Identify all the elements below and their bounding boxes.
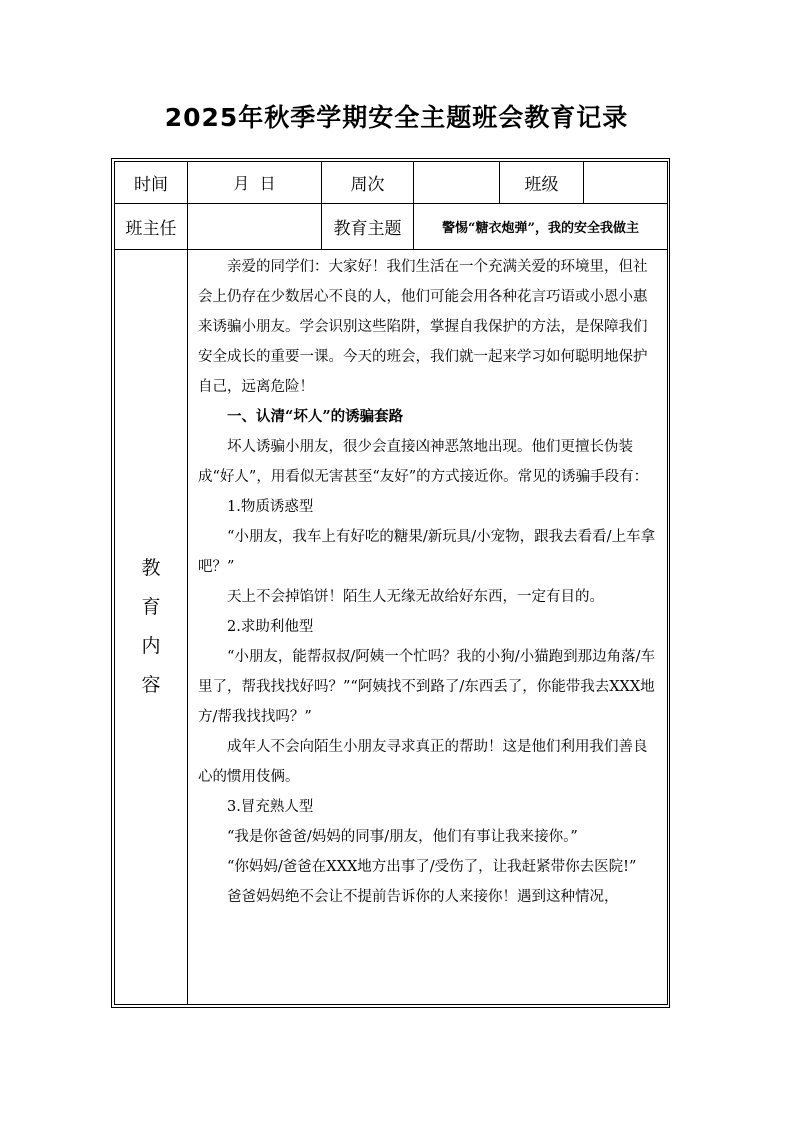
content-side-label <box>115 250 188 1005</box>
subheading: 2.求助利他型 <box>227 619 314 635</box>
side-char: 教 <box>141 557 161 579</box>
table-row <box>115 204 668 250</box>
teacher-value <box>188 204 322 250</box>
table-row <box>115 250 668 1005</box>
week-value <box>414 162 500 204</box>
subheading: 3.冒充熟人型 <box>227 799 314 815</box>
class-value <box>584 162 668 204</box>
quote: “你妈妈/爸爸在XXX地方出事了/受伤了，让我赶紧带你去医院!” <box>227 859 637 875</box>
time-label: 时间 <box>115 162 188 204</box>
week-label: 周次 <box>322 162 414 204</box>
class-label: 班级 <box>500 162 584 204</box>
intro-paragraph: 亲爱的同学们：大家好！我们生活在一个充满关爱的环境里，但社会上仍存在少数居心不良的人，他们可能会用各种花言巧语或小恩小惠来诱骗小朋友。学会识别这些陷阱，掌握自我保护的方法，是保障我们安全成长的重要一课。今天的班会，我们就一起来学习如何聪明地保护自己，远离危险！ <box>198 259 648 395</box>
note: 爸爸妈妈绝不会让不提前告诉你的人来接你！遇到这种情况， <box>227 889 619 905</box>
note: 天上不会掉馅饼！陌生人无缘无故给好东西，一定有目的。 <box>227 589 604 605</box>
side-char: 内 <box>141 635 161 657</box>
table-row <box>115 162 668 204</box>
side-char: 容 <box>141 674 161 696</box>
content-body <box>188 250 668 1005</box>
subheading: 1.物质诱惑型 <box>227 499 314 515</box>
section-heading: 一、认清“坏人”的诱骗套路 <box>227 408 404 425</box>
side-char: 育 <box>141 596 161 618</box>
paragraph: 坏人诱骗小朋友，很少会直接凶神恶煞地出现。他们更擅长伪装成“好人”，用看似无害甚至“友好”的方式接近你。常见的诱骗手段有： <box>198 439 649 485</box>
note: 成年人不会向陌生小朋友寻求真正的帮助！这是他们利用我们善良心的惯用伎俩。 <box>198 739 648 785</box>
quote: “我是你爸爸/妈妈的同事/朋友，他们有事让我来接你。” <box>227 829 578 845</box>
quote: “小朋友，能帮叔叔/阿姨一个忙吗？我的小狗/小猫跑到那边角落/车里了，帮我找找好吗？”“阿姨找不到路了/东西丢了，你能带我去XXX地方/帮我找找吗？” <box>198 649 656 725</box>
topic-label: 教育主题 <box>322 204 414 250</box>
teacher-label: 班主任 <box>115 204 188 250</box>
topic-value: 警惕“糖衣炮弹”，我的安全我做主 <box>414 204 668 250</box>
page-title: 2025年秋季学期安全主题班会教育记录 <box>164 103 629 132</box>
time-value: 月 日 <box>188 162 322 204</box>
quote: “小朋友，我车上有好吃的糖果/新玩具/小宠物，跟我去看看/上车拿吧？” <box>198 529 656 575</box>
record-table <box>114 161 668 1005</box>
